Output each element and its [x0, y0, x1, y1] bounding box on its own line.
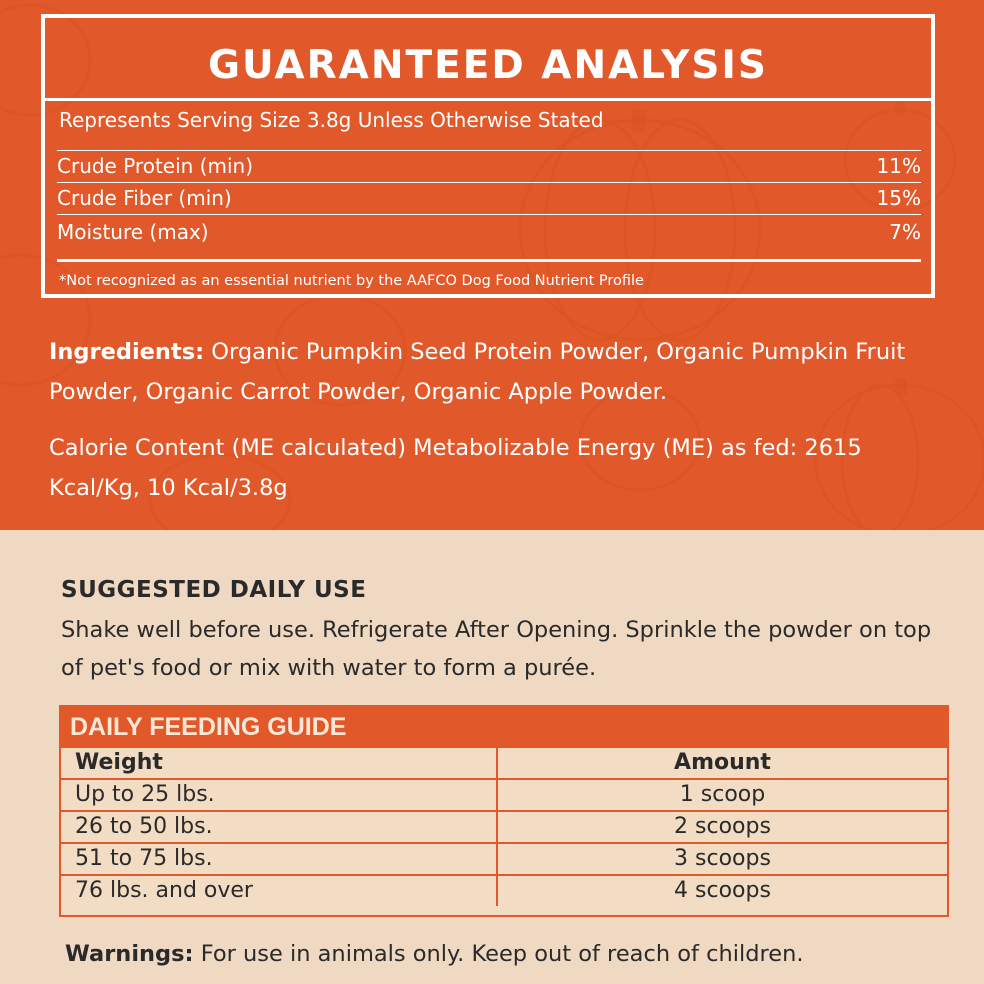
amount-cell: 1 scoop — [497, 779, 947, 811]
title-divider — [45, 98, 931, 101]
analysis-row — [57, 216, 921, 248]
table-row — [61, 811, 947, 843]
daily-feeding-guide — [59, 705, 949, 917]
footnote-divider — [57, 259, 921, 262]
feeding-guide-title: DAILY FEEDING GUIDE — [61, 707, 947, 748]
ingredients-paragraph — [49, 332, 929, 412]
weight-cell: Up to 25 lbs. — [61, 779, 497, 811]
nutrient-value: 11% — [876, 154, 921, 178]
nutrient-name: Crude Protein (min) — [57, 154, 254, 178]
analysis-row — [57, 182, 921, 214]
guaranteed-analysis-box — [41, 14, 935, 298]
weight-cell: 26 to 50 lbs. — [61, 811, 497, 843]
amount-cell: 2 scoops — [497, 811, 947, 843]
ingredients-text: Organic Pumpkin Seed Protein Powder, Organic Pumpkin Fruit Powder, Organic Carrot Powder, Organic Apple Powder. — [49, 339, 906, 405]
nutrient-name: Moisture (max) — [57, 220, 209, 244]
amount-cell: 3 scoops — [497, 843, 947, 875]
nutrient-name: Crude Fiber (min) — [57, 186, 232, 210]
nutrient-value: 15% — [876, 186, 921, 210]
warnings-paragraph — [65, 938, 804, 970]
weight-cell: 51 to 75 lbs. — [61, 843, 497, 875]
analysis-row — [57, 150, 921, 182]
row-divider — [57, 214, 921, 215]
warnings-label: Warnings: — [65, 941, 194, 967]
weight-cell: 76 lbs. and over — [61, 875, 497, 906]
warnings-text: For use in animals only. Keep out of reach of children. — [193, 941, 804, 967]
table-row — [61, 875, 947, 906]
calorie-content: Calorie Content (ME calculated) Metabolizable Energy (ME) as fed: 2615 Kcal/Kg, 10 Kcal/3.8g — [49, 435, 862, 501]
table-header-row — [61, 748, 947, 779]
serving-size-note: Represents Serving Size 3.8g Unless Otherwise Stated — [59, 108, 604, 132]
feeding-guide-table — [61, 748, 947, 906]
suggested-use-text: Shake well before use. Refrigerate After Opening. Sprinkle the powder on top of pet's food or mix with water to form a purée. — [61, 617, 932, 681]
guaranteed-analysis-title: GUARANTEED ANALYSIS — [207, 43, 769, 88]
aafco-footnote: *Not recognized as an essential nutrient by the AAFCO Dog Food Nutrient Profile — [59, 273, 644, 289]
amount-cell: 4 scoops — [497, 875, 947, 906]
table-row — [61, 843, 947, 875]
amount-column-header: Amount — [497, 748, 947, 779]
suggested-use-title: SUGGESTED DAILY USE — [61, 577, 367, 603]
table-row — [61, 779, 947, 811]
weight-column-header: Weight — [61, 748, 497, 779]
ingredients-label: Ingredients: — [49, 339, 205, 365]
nutrient-value: 7% — [889, 220, 921, 244]
